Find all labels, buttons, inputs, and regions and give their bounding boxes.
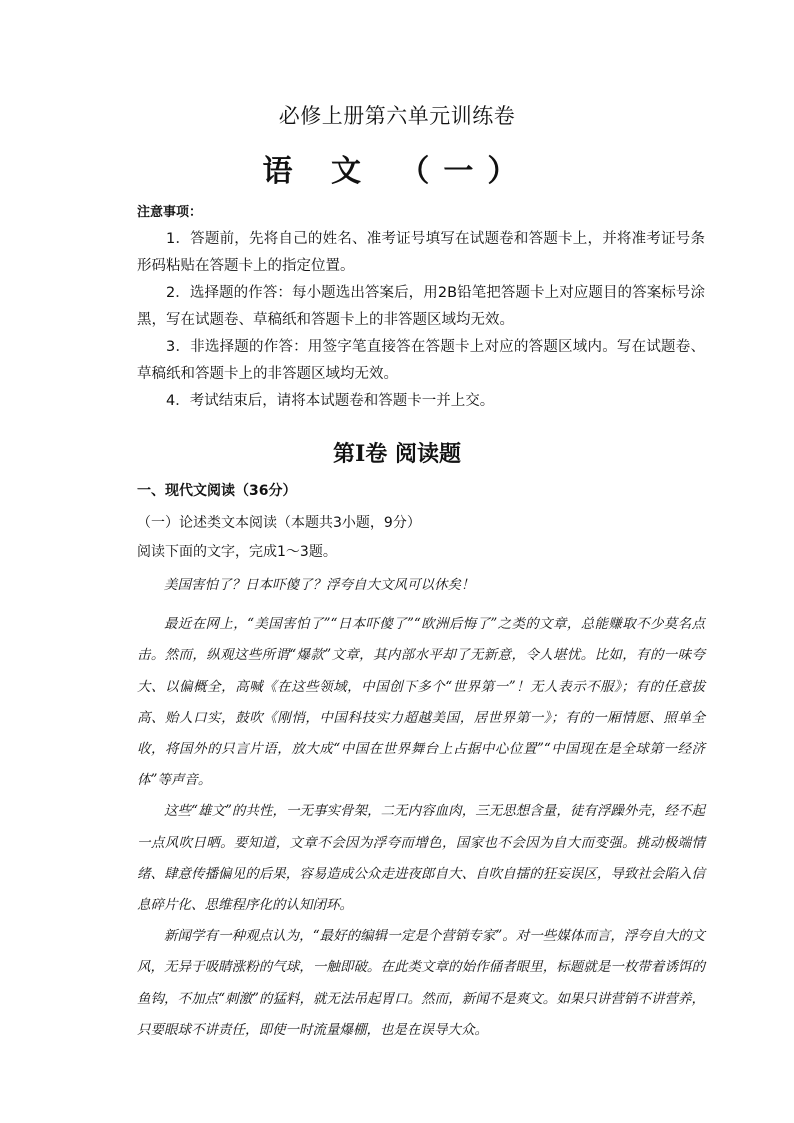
notice-item: 2．选择题的作答：每小题选出答案后，用2B铅笔把答题卡上对应题目的答案标号涂黑，写在试题卷、草稿纸和答题卡上的非答题区域均无效。 (137, 285, 705, 328)
notice-list (137, 226, 705, 415)
part-heading: 一、现代文阅读（36分） (137, 483, 297, 499)
notice-item: 1．答题前，先将自己的姓名、准考证号填写在试题卷和答题卡上，并将准考证号条形码粘贴在答题卡上的指定位置。 (137, 231, 705, 274)
article-paragraph: 最近在网上，“美国害怕了”“日本吓傻了”“欧洲后悔了”之类的文章，总能赚取不少莫名点击。然而，纵观这些所谓“爆款”文章，其内部水平却了无新意，令人堪忧。比如，有的一味夸大、以偏概全，高喊《在这些领域，中国创下多个“世界第一”！无人表示不服》；有的任意拔高、贻人口实，鼓吹《刚悄，中国科技实力超越美国，居世界第一》；有的一厢情愿、照单全收，将国外的只言片语，放大成“中国在世界舞台上占据中心位置”“中国现在是全球第一经济体”等声音。 (137, 616, 705, 789)
article-body (137, 570, 705, 1046)
subject-title: 语 文 （一） (262, 154, 532, 189)
article-paragraph: 新闻学有一种观点认为，“最好的编辑一定是个营销专家”。对一些媒体而言，浮夸自大的文风，无异于吸睛涨粉的气球，一触即破。在此类文章的始作俑者眼里，标题就是一枚带着诱饵的鱼钩，不加点“刺激”的猛料，就无法吊起胃口。然而，新闻不是爽文。如果只讲营销不讲营养，只要眼球不讲责任，即使一时流量爆棚，也是在误导大众。 (137, 928, 705, 1038)
notice-heading: 注意事项： (137, 205, 203, 220)
article-title: 美国害怕了？日本吓傻了？浮夸自大文风可以休矣！ (164, 577, 475, 593)
section-title: 第Ⅰ卷 阅读题 (333, 441, 461, 467)
paper-title: 必修上册第六单元训练卷 (278, 104, 516, 128)
notice-item: 4．考试结束后，请将本试题卷和答题卡一并上交。 (166, 393, 495, 409)
article-paragraph: 这些“雄文”的共性，一无事实骨架，二无内容血肉，三无思想含量，徒有浮躁外壳，经不起一点风吹日晒。要知道，文章不会因为浮夸而增色，国家也不会因为自大而变强。挑动极端情绪、肆意传播偏见的后果，容易造成公众走进夜郎自大、自吹自擂的狂妄误区，导致社会陷入信息碎片化、思维程序化的认知闭环。 (137, 803, 705, 914)
notice-item: 3．非选择题的作答：用签字笔直接答在答题卡上对应的答题区域内。写在试题卷、草稿纸和答题卡上的非答题区域均无效。 (137, 339, 705, 382)
reading-instruction: 阅读下面的文字，完成1～3题。 (137, 544, 337, 560)
subsection-heading: （一）论述类文本阅读（本题共3小题，9分） (137, 515, 421, 531)
